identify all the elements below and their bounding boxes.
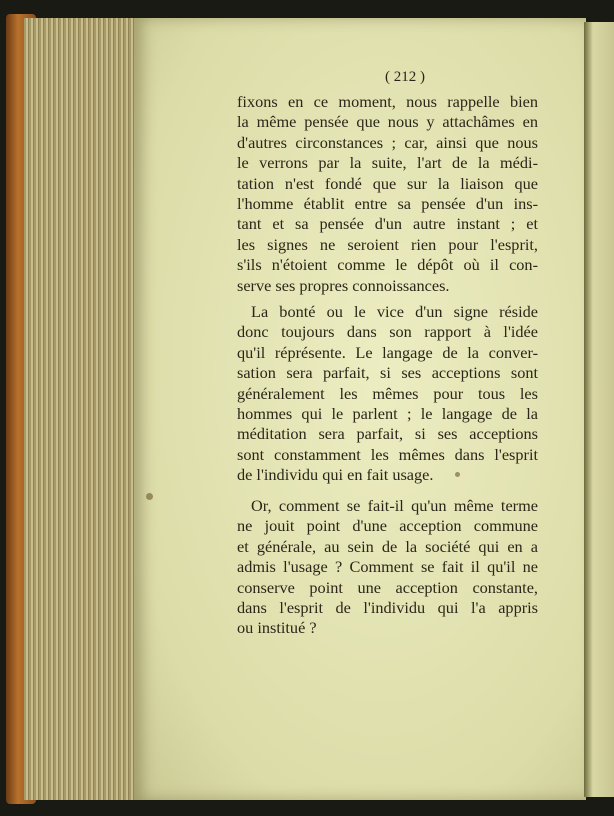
text-line: les signes ne seroient rien pour l'esprit, (237, 234, 538, 254)
page-number: ( 212 ) (385, 69, 425, 85)
text-line: et générale, au sein de la société qui en a (237, 536, 538, 556)
text-line: ne jouit point d'une acception commune (237, 516, 538, 536)
text-line: de l'individu qui en fait usage. (237, 465, 434, 485)
facing-page-edge (584, 22, 614, 797)
text-line: donc toujours dans son rapport à l'idée (237, 322, 538, 342)
foxing-spot (146, 493, 153, 500)
text-line: sation sera parfait, si ses acceptions sont (237, 363, 538, 383)
text-line: tant et sa pensée d'un autre instant ; et (237, 214, 538, 234)
text-line: conserve point une acception constante, (237, 577, 538, 597)
text-line: La bonté ou le vice d'un signe réside (251, 302, 538, 321)
text-line: la même pensée que nous y attachâmes en (237, 112, 538, 132)
paragraph-3 (237, 496, 538, 639)
text-line: Or, comment se fait-il qu'un même terme (251, 496, 538, 515)
paragraph-2 (237, 302, 538, 486)
text-line: s'ils n'étoient comme le dépôt où il con- (237, 255, 538, 275)
page-block-edges (24, 18, 136, 800)
text-line: serve ses propres connoissances. (237, 275, 450, 295)
paragraph-1 (237, 92, 538, 296)
text-line: tation n'est fondé que sur la liaison que (237, 173, 538, 193)
text-line: admis l'usage ? Comment se fait il qu'il ne (237, 557, 538, 577)
text-line: d'autres circonstances ; car, ainsi que nous (237, 132, 538, 152)
text-line: sont constamment les mêmes dans l'esprit (237, 444, 538, 464)
text-line: méditation sera parfait, si ses acceptions (237, 424, 538, 444)
text-line: qu'il réprésente. Le langage de la conver- (237, 342, 538, 362)
text-line: fixons en ce moment, nous rappelle bien (237, 92, 538, 111)
text-line: généralement les mêmes pour tous les (237, 383, 538, 403)
text-line: le verrons par la suite, l'art de la médi- (237, 153, 538, 173)
text-line: ou institué ? (237, 618, 317, 638)
text-line: l'homme établit entre sa pensée d'un ins- (237, 193, 538, 213)
text-line: dans l'esprit de l'individu qui l'a appris (237, 597, 538, 617)
text-line: hommes qui le parlent ; le langage de la (237, 403, 538, 423)
